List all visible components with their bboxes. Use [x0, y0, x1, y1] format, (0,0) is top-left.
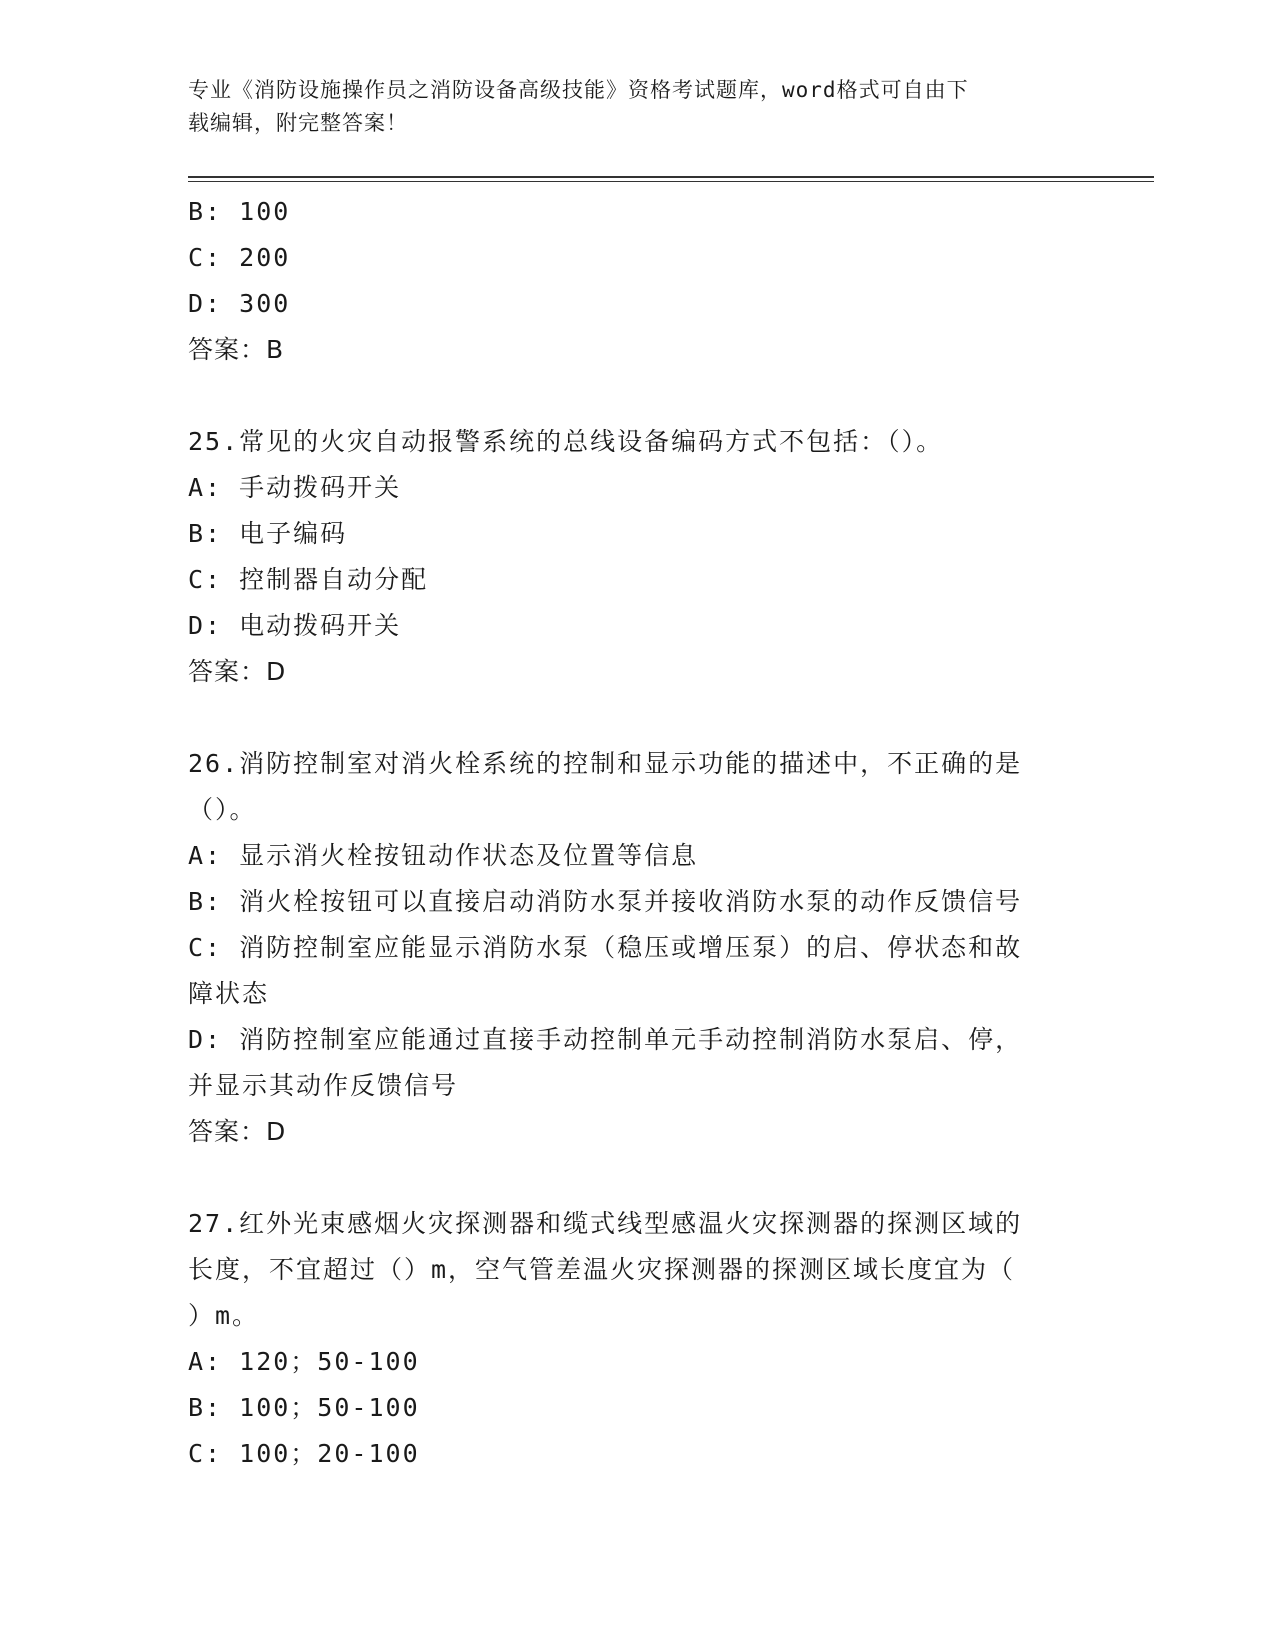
option-c-line-1: C: 消防控制室应能显示消防水泵（稳压或增压泵）的启、停状态和故	[188, 933, 1023, 962]
spacer	[188, 1155, 1088, 1201]
question-26	[188, 741, 1088, 1155]
option-c-line-2: 障状态	[188, 979, 270, 1008]
header-divider-thick	[188, 176, 1154, 178]
answer-label: 答案：D	[188, 657, 287, 686]
option-c: C: 控制器自动分配	[188, 565, 429, 594]
spacer	[188, 373, 1088, 419]
option-a: A: 手动拨码开关	[188, 473, 402, 502]
question-content	[188, 189, 1088, 1477]
question-text-line-3: ）m。	[188, 1301, 260, 1330]
option-d-line-1: D: 消防控制室应能通过直接手动控制单元手动控制消防水泵启、停，	[188, 1025, 1023, 1054]
question-text-line-2: 长度，不宜超过（）m，空气管差温火灾探测器的探测区域长度宜为（	[188, 1255, 1016, 1284]
option-b: B: 100；50-100	[188, 1393, 420, 1422]
option-d-line-2: 并显示其动作反馈信号	[188, 1071, 459, 1100]
option-a: A: 显示消火栓按钮动作状态及位置等信息	[188, 841, 699, 870]
option-d: D: 电动拨码开关	[188, 611, 402, 640]
question-text-line-1: 27.红外光束感烟火灾探测器和缆式线型感温火灾探测器的探测区域的	[188, 1209, 1023, 1238]
header-line-2: 载编辑，附完整答案！	[188, 111, 408, 135]
option-b: B: 消火栓按钮可以直接启动消防水泵并接收消防水泵的动作反馈信号	[188, 887, 1023, 916]
header-divider-thin	[188, 181, 1154, 182]
question-text-line-2: （）。	[188, 795, 257, 824]
header-line-1: 专业《消防设施操作员之消防设备高级技能》资格考试题库，word格式可自由下	[188, 78, 969, 102]
option-c: C: 100；20-100	[188, 1439, 420, 1468]
document-header	[188, 74, 1068, 140]
spacer	[188, 695, 1088, 741]
prev-question	[188, 189, 1088, 373]
option-b: B: 电子编码	[188, 519, 348, 548]
question-27	[188, 1201, 1088, 1477]
answer-label: 答案：D	[188, 1117, 287, 1146]
option-d: D: 300	[188, 289, 291, 318]
option-a: A: 120；50-100	[188, 1347, 420, 1376]
option-b: B: 100	[188, 197, 291, 226]
question-text: 25.常见的火灾自动报警系统的总线设备编码方式不包括：（）。	[188, 427, 944, 456]
question-text-line-1: 26.消防控制室对消火栓系统的控制和显示功能的描述中，不正确的是	[188, 749, 1023, 778]
option-c: C: 200	[188, 243, 291, 272]
question-25	[188, 419, 1088, 695]
answer-label: 答案：B	[188, 335, 285, 364]
